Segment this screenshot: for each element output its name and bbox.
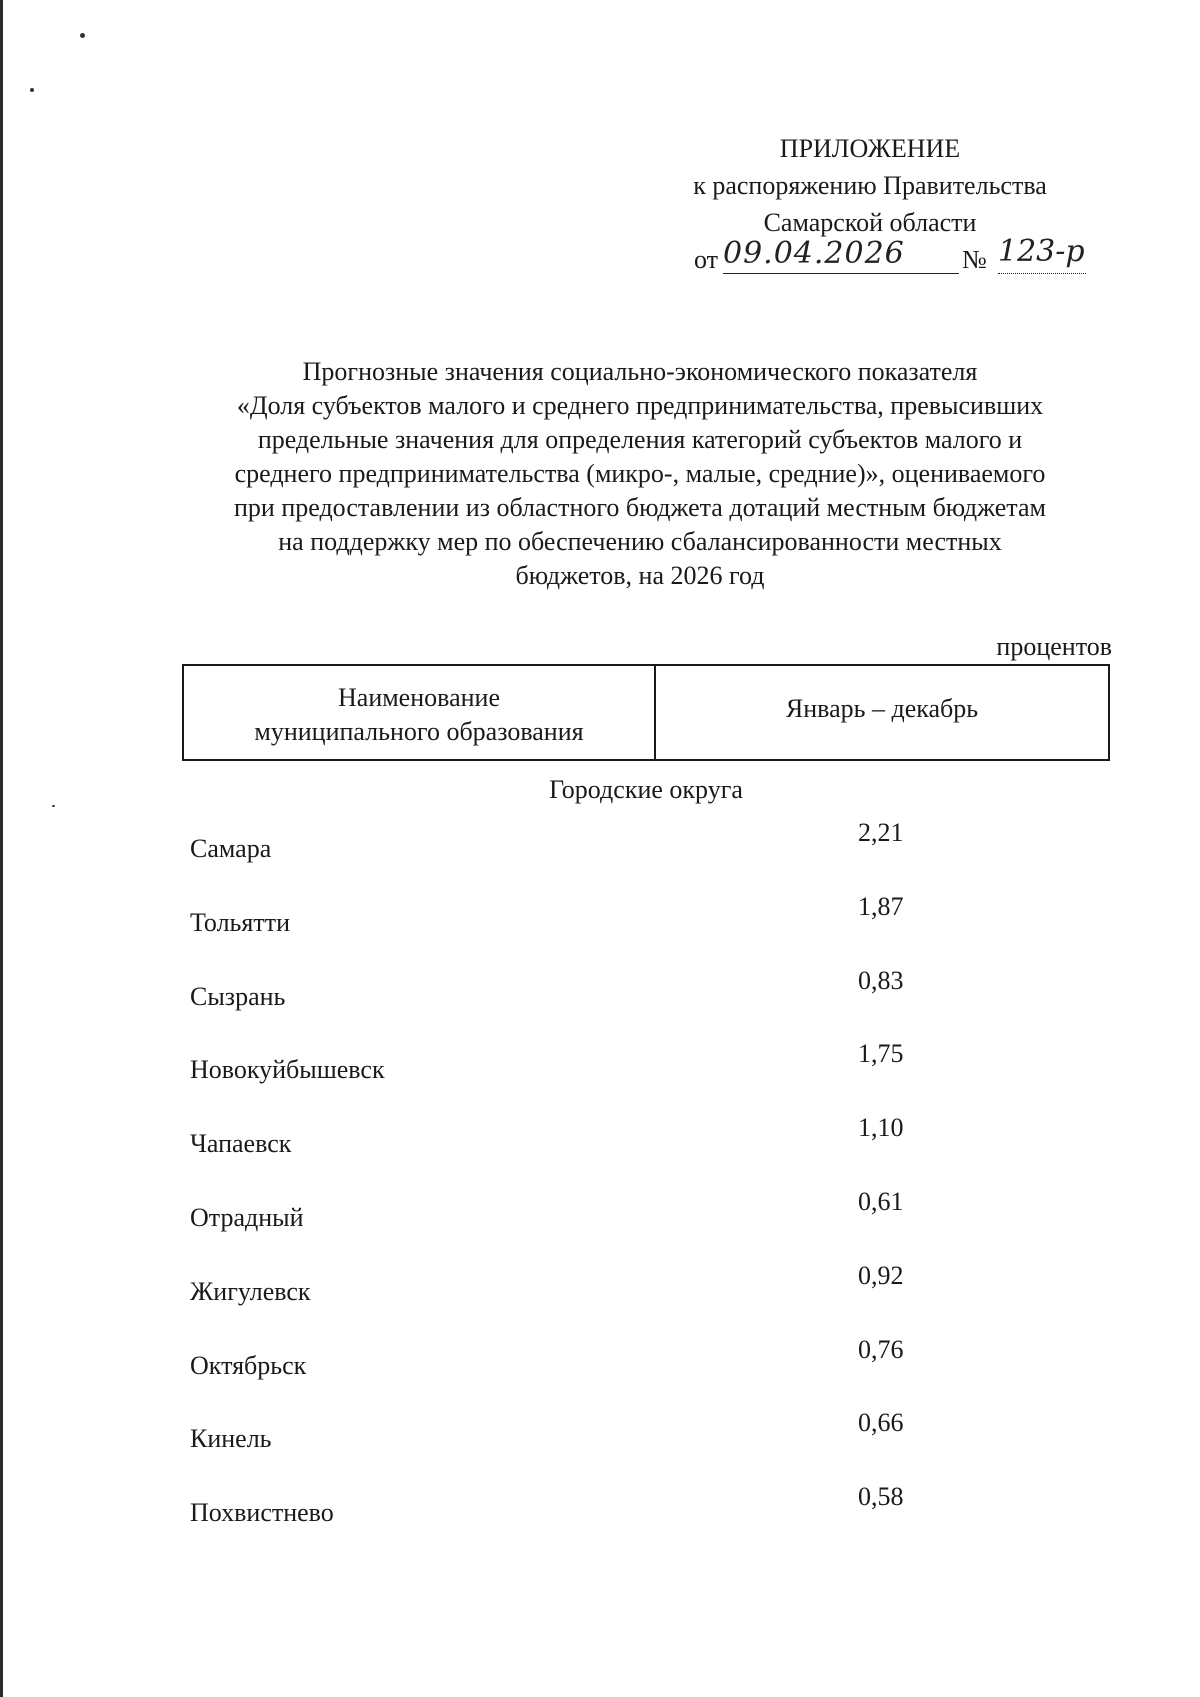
municipality-name: Тольятти bbox=[190, 907, 291, 937]
title-line: среднего предпринимательства (микро-, малые, средние)», оцениваемого bbox=[234, 459, 1046, 488]
indicator-value: 0,61 bbox=[858, 1186, 904, 1216]
order-date: 09.04.2026 bbox=[723, 235, 959, 274]
municipality-name: Сызрань bbox=[190, 981, 286, 1011]
appendix-line-2: Самарской области bbox=[763, 208, 977, 237]
title-line: Прогнозные значения социально-экономического показателя bbox=[302, 357, 978, 386]
column-header-name-line-2: муниципального образования bbox=[254, 716, 584, 746]
appendix-header bbox=[600, 130, 1140, 281]
scan-speck bbox=[30, 88, 34, 92]
table-row bbox=[190, 966, 1110, 1040]
title-line: бюджетов, на 2026 год bbox=[515, 561, 765, 590]
table-row bbox=[190, 1335, 1110, 1409]
municipality-name: Жигулевск bbox=[190, 1276, 311, 1306]
indicator-value: 0,92 bbox=[858, 1260, 904, 1290]
table-body bbox=[190, 818, 1110, 1556]
municipality-name: Похвистнево bbox=[190, 1498, 334, 1528]
municipality-name: Самара bbox=[190, 834, 272, 863]
table-row bbox=[190, 1113, 1110, 1187]
table-row bbox=[190, 1261, 1110, 1335]
section-heading: Городские округа bbox=[549, 775, 743, 804]
appendix-label: ПРИЛОЖЕНИЕ bbox=[779, 134, 961, 163]
table-row bbox=[190, 1187, 1110, 1261]
indicator-value: 1,87 bbox=[858, 891, 904, 921]
municipality-name: Чапаевск bbox=[190, 1129, 292, 1159]
table-row bbox=[190, 818, 1110, 892]
appendix-line-1: к распоряжению Правительства bbox=[693, 171, 1047, 200]
municipality-name: Новокуйбышевск bbox=[190, 1055, 385, 1085]
table-row bbox=[190, 892, 1110, 966]
document-title bbox=[180, 355, 1100, 593]
municipality-name: Октябрьск bbox=[190, 1350, 307, 1380]
column-header-period: Январь – декабрь bbox=[785, 693, 979, 723]
units-label: процентов bbox=[996, 632, 1112, 661]
table-header bbox=[182, 664, 1110, 761]
indicator-value: 1,75 bbox=[858, 1039, 904, 1069]
indicator-value: 0,83 bbox=[858, 965, 904, 995]
table-row bbox=[190, 1482, 1110, 1556]
scan-speck bbox=[52, 805, 55, 807]
title-line: предельные значения для определения категорий субъектов малого и bbox=[257, 425, 1023, 454]
indicator-value: 0,76 bbox=[858, 1334, 904, 1364]
municipality-name: Отрадный bbox=[190, 1202, 304, 1232]
page-left-edge bbox=[0, 0, 3, 1697]
date-prefix: от bbox=[694, 245, 719, 274]
title-line: «Доля субъектов малого и среднего предпринимательства, превысивших bbox=[236, 391, 1044, 420]
scan-speck bbox=[80, 33, 85, 38]
indicator-value: 0,58 bbox=[858, 1482, 904, 1512]
title-line: на поддержку мер по обеспечению сбалансированности местных bbox=[278, 527, 1002, 556]
indicator-value: 1,10 bbox=[858, 1113, 904, 1143]
order-number: 123-р bbox=[998, 233, 1086, 274]
number-label: № bbox=[962, 245, 987, 274]
column-header-name bbox=[184, 666, 656, 759]
order-reference bbox=[600, 234, 1140, 281]
indicator-value: 2,21 bbox=[858, 818, 904, 847]
table-row bbox=[190, 1039, 1110, 1113]
indicator-value: 0,66 bbox=[858, 1408, 904, 1438]
table-row bbox=[190, 1408, 1110, 1482]
column-header-name-line-1: Наименование bbox=[338, 682, 500, 712]
title-line: при предоставлении из областного бюджета дотаций местным бюджетам bbox=[234, 493, 1046, 522]
municipality-name: Кинель bbox=[190, 1424, 272, 1454]
